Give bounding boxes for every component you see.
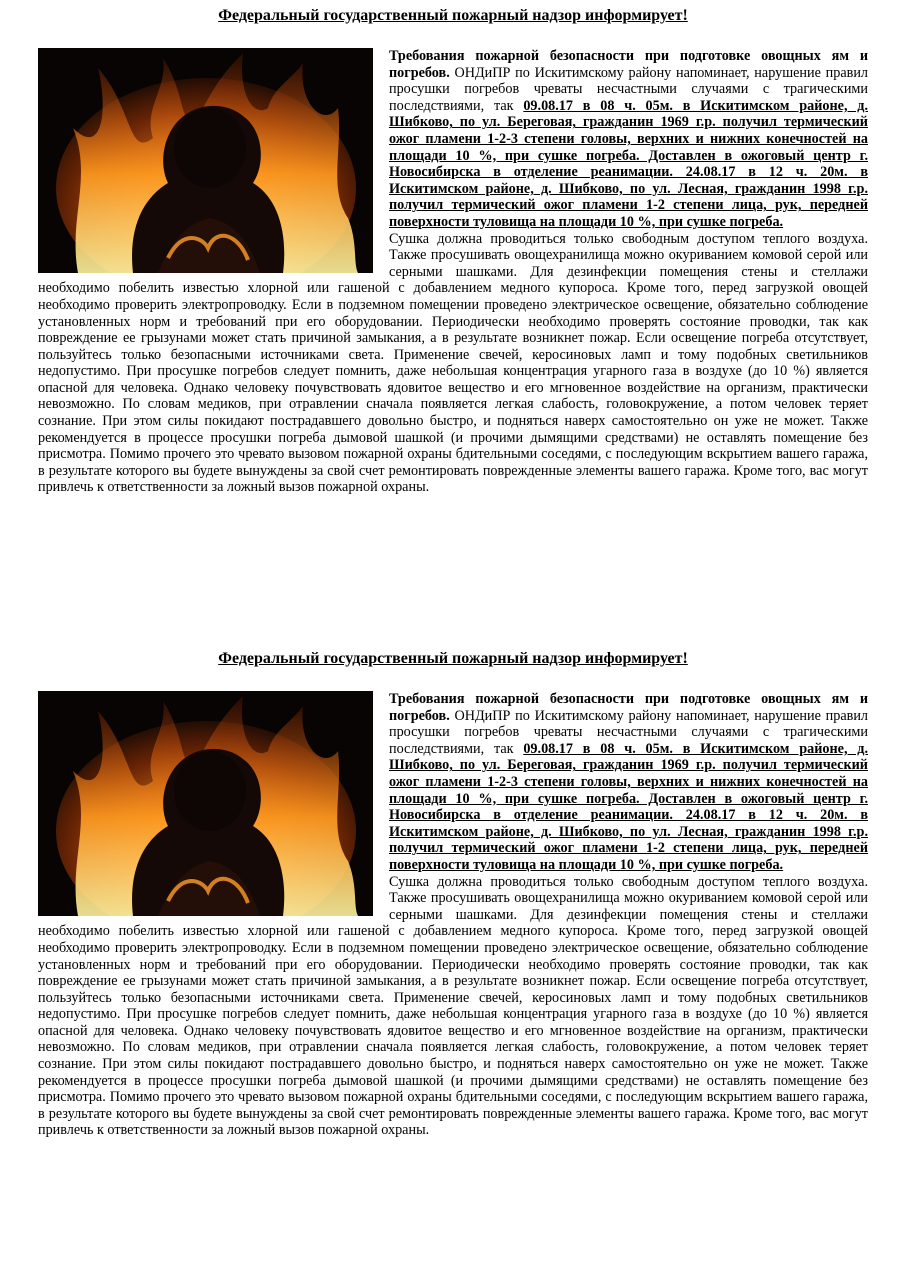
burning-person-photo xyxy=(38,691,373,916)
burning-person-photo xyxy=(38,48,373,273)
lead-text: ОНДиПР по Искитимскому району напоминает, нарушение правил просушки погребов чреваты несчастными случаями с трагическими последствиями, так xyxy=(389,707,868,757)
notice-block xyxy=(38,6,868,496)
body-text: Сушка должна проводиться только свободным доступом теплого воздуха. Также просушивать овощехранилища можно окуриванием комовой серой или серными шашками. Для дезинфекции помещения стены и стеллажи необходимо побелить известью хлорной или гашеной с добавлением медного купороса. Кроме того, перед загрузкой овощей необходимо проверить электропроводку. Если в подземном помещении проведено электрическое освещение, обязательно соблюдение установленных норм и требований при его оборудовании. Периодически необходимо проверять состояние проводки, так как повреждение ее грызунами может стать причиной замыкания, а в результате возникнет пожар. Если освещение погреба отсутствует, пользуйтесь только безопасными источниками света. Применение свечей, керосиновых ламп и тому подобных светильников недопустимо. При просушке погребов следует помнить, даже небольшая концентрация угарного газа в воздухе (до 10 %) является опасной для человека. Однако человеку почувствовать ядовитое вещество и его мгновенное воздействие на организм, практически невозможно. По словам медиков, при отравлении сначала появляется легкая слабость, головокружение, а потом человек теряет сознание. При этом силы покидают пострадавшего довольно быстро, и подняться наверх самостоятельно он уже не может. Также рекомендуется в процессе просушки погреба дымовой шашкой (и прочими дымящими средствами) не оставлять помещение без присмотра. Помимо прочего это чревато вызовом пожарной охраны бдительными соседями, с последующим вскрытием вашего гаража, в результате которого вы будете вынуждены за свой счет ремонтировать поврежденные элементы вашего гаража. Кроме того, вас могут привлечь к ответственности за ложный вызов пожарной охраны. xyxy=(38,230,868,496)
incident-text: 09.08.17 в 08 ч. 05м. в Искитимском районе, д. Шибково, по ул. Береговая, гражданин 1969 г.р. получил термический ожог пламени 1-2-3 степени головы, верхних и нижних конечностей на площади 10 %, при сушке погреба. Доставлен в ожоговый центр г. Новосибирска в отделение реанимации. 24.08.17 в 12 ч. 20м. в Искитимском районе, д. Шибково, по ул. Лесная, гражданин 1998 г.р. получил термический ожог пламени 1-2 степени лица, рук, передней поверхности туловища на площади 10 %, при сушке погреба. xyxy=(389,740,868,873)
flame-figure-icon xyxy=(38,691,373,916)
lead-title: Требования пожарной безопасности при подготовке овощных ям и погребов. xyxy=(389,48,868,81)
notice-title: Федеральный государственный пожарный надзор информирует! xyxy=(218,7,688,24)
notice-title: Федеральный государственный пожарный надзор информирует! xyxy=(218,650,688,667)
lead-text: ОНДиПР по Искитимскому району напоминает, нарушение правил просушки погребов чреваты несчастными случаями с трагическими последствиями, так xyxy=(389,64,868,114)
body-text: Сушка должна проводиться только свободным доступом теплого воздуха. Также просушивать овощехранилища можно окуриванием комовой серой или серными шашками. Для дезинфекции помещения стены и стеллажи необходимо побелить известью хлорной или гашеной с добавлением медного купороса. Кроме того, перед загрузкой овощей необходимо проверить электропроводку. Если в подземном помещении проведено электрическое освещение, обязательно соблюдение установленных норм и требований при его оборудовании. Периодически необходимо проверять состояние проводки, так как повреждение ее грызунами может стать причиной замыкания, а в результате возникнет пожар. Если освещение погреба отсутствует, пользуйтесь только безопасными источниками света. Применение свечей, керосиновых ламп и тому подобных светильников недопустимо. При просушке погребов следует помнить, даже небольшая концентрация угарного газа в воздухе (до 10 %) является опасной для человека. Однако человеку почувствовать ядовитое вещество и его мгновенное воздействие на организм, практически невозможно. По словам медиков, при отравлении сначала появляется легкая слабость, головокружение, а потом человек теряет сознание. При этом силы покидают пострадавшего довольно быстро, и подняться наверх самостоятельно он уже не может. Также рекомендуется в процессе просушки погреба дымовой шашкой (и прочими дымящими средствами) не оставлять помещение без присмотра. Помимо прочего это чревато вызовом пожарной охраны бдительными соседями, с последующим вскрытием вашего гаража, в результате которого вы будете вынуждены за свой счет ремонтировать поврежденные элементы вашего гаража. Кроме того, вас могут привлечь к ответственности за ложный вызов пожарной охраны. xyxy=(38,873,868,1139)
incident-text: 09.08.17 в 08 ч. 05м. в Искитимском районе, д. Шибково, по ул. Береговая, гражданин 1969 г.р. получил термический ожог пламени 1-2-3 степени головы, верхних и нижних конечностей на площади 10 %, при сушке погреба. Доставлен в ожоговый центр г. Новосибирска в отделение реанимации. 24.08.17 в 12 ч. 20м. в Искитимском районе, д. Шибково, по ул. Лесная, гражданин 1998 г.р. получил термический ожог пламени 1-2 степени лица, рук, передней поверхности туловища на площади 10 %, при сушке погреба. xyxy=(389,97,868,230)
notice-block xyxy=(38,649,868,1139)
lead-title: Требования пожарной безопасности при подготовке овощных ям и погребов. xyxy=(389,691,868,724)
flame-figure-icon xyxy=(38,48,373,273)
